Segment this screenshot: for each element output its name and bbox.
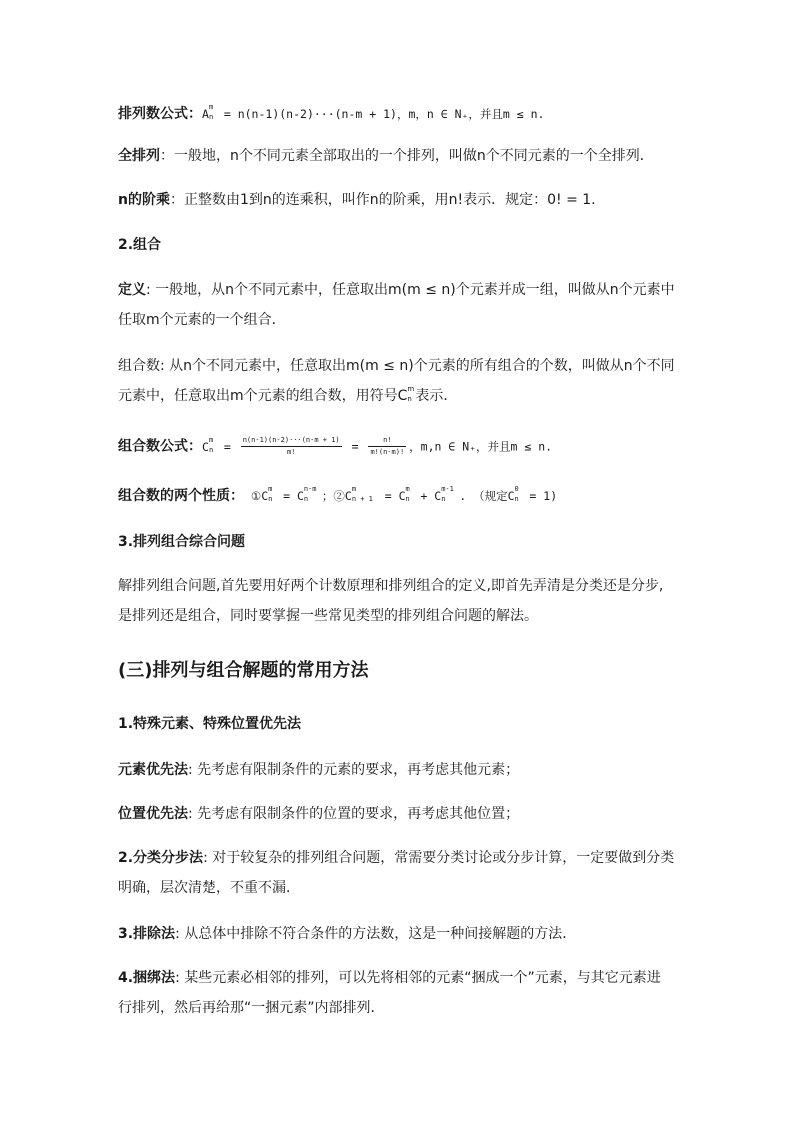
- method-4-label: 4.捆绑法: [118, 970, 176, 986]
- comb-def-line-1: [118, 280, 675, 300]
- comb-def-text-1: : 一般地，从n个不同元素中，任意取出m(m ≤ n)个元素并成一组，叫做从n个元素中: [146, 282, 675, 298]
- method-4-line-2: 行排列，然后再给那“一捆元素”内部排列．: [118, 1000, 385, 1016]
- section-3-text-2: 是排列还是组合，同时要掌握一些常见类型的排列组合问题的解法。: [118, 608, 538, 624]
- position-first-label: 位置优先法: [118, 806, 188, 822]
- section-2-title: 2.组合: [118, 237, 162, 253]
- perm-formula-line: 排列数公式：A m n = n(n-1)(n-2)···(n-m + 1)，m，n ∈ N₊，并且m ≤ n.: [118, 103, 545, 122]
- comb-formula-label: 组合数公式：: [118, 438, 202, 455]
- method-3-line: 3.排除法: 从总体中排除不符合条件的方法数，这是一种间接解题的方法．: [118, 926, 577, 942]
- element-first-line: 元素优先法: 先考虑有限制条件的元素的要求，再考虑其他元素；: [118, 762, 520, 778]
- method-3-label: 3.排除法: [118, 926, 176, 942]
- method-2-line-1: 2.分类分步法: 对于较复杂的排列组合问题，常需要分类讨论或分步计算，一定要做到分类: [118, 850, 675, 866]
- perm-formula-expr: = n(n-1)(n-2)···(n-m + 1)，m，n ∈ N₊，并且m ≤ n.: [216, 107, 545, 121]
- factorial-label: n的阶乘: [118, 192, 170, 208]
- full-perm-line: [118, 146, 654, 166]
- part-3-heading: (三)排列与组合解题的常用方法: [118, 660, 369, 681]
- position-first-line: 位置优先法: 先考虑有限制条件的位置的要求，再考虑其他位置；: [118, 806, 520, 822]
- perm-formula-label: 排列数公式：: [118, 106, 202, 122]
- method-4-line-1: 4.捆绑法: 某些元素必相邻的排列，可以先将相邻的元素“捆成一个”元素，与其它元素进: [118, 970, 661, 986]
- comb-props-line: 组合数的两个性质： ①C m n = C n-m n ；②C m n + 1 = C m n + C m-1 n . （规定C 0 n = 1): [118, 485, 558, 504]
- comb-def-label: 定义: [118, 282, 146, 298]
- comb-def-line-2: 任取m个元素的一个组合．: [118, 312, 286, 328]
- comb-props-label: 组合数的两个性质：: [118, 488, 244, 504]
- element-first-label: 元素优先法: [118, 762, 188, 778]
- full-perm-label: 全排列: [118, 148, 160, 164]
- method-2-label: 2.分类分步法: [118, 850, 204, 866]
- method-2-line-2: 明确，层次清楚，不重不漏．: [118, 880, 300, 896]
- factorial-text: ：正整数由1到n的连乘积，叫作n的阶乘，用n!表示．规定：0! = 1.: [169, 192, 596, 208]
- perm-symbol: A: [202, 107, 209, 121]
- full-perm-text: ：一般地，n个不同元素全部取出的一个排列，叫做n个不同元素的一个全排列．: [160, 148, 654, 164]
- comb-formula-line: 组合数公式：C m n = $\frac{n(n-1)(n-2)\cdot\cdot\cdot(n-m + 1)}{m!}$ = $\frac{n!}{m!(n-m)!}$ ，m,n ∈ N₊，并且m ≤ n.: [118, 435, 553, 456]
- comb-num-line-2: 元素中，任意取出m个元素的组合数，用符号C m n 表示．: [118, 385, 458, 404]
- comb-fraction-1: $\frac{n(n-1)(n-2)\cdot\cdot\cdot(n-m + 1)}{m!}$: [242, 436, 340, 456]
- factorial-line: [118, 190, 596, 210]
- section-3-text-1: 解排列组合问题,首先要用好两个计数原理和排列组合的定义,即首先弄清是分类还是分步,: [118, 578, 664, 594]
- method-1-title: 1.特殊元素、特殊位置优先法: [118, 716, 302, 732]
- comb-num-line-1: 组合数: 从n个不同元素中，任意取出m(m ≤ n)个元素的所有组合的个数，叫做从n个不同: [118, 358, 675, 374]
- comb-fraction-2: $\frac{n!}{m!(n-m)!}$: [370, 436, 405, 456]
- comb-formula-tail: ，m,n ∈ N₊，并且m ≤ n.: [409, 439, 553, 454]
- section-3-title: 3.排列组合综合问题: [118, 534, 246, 550]
